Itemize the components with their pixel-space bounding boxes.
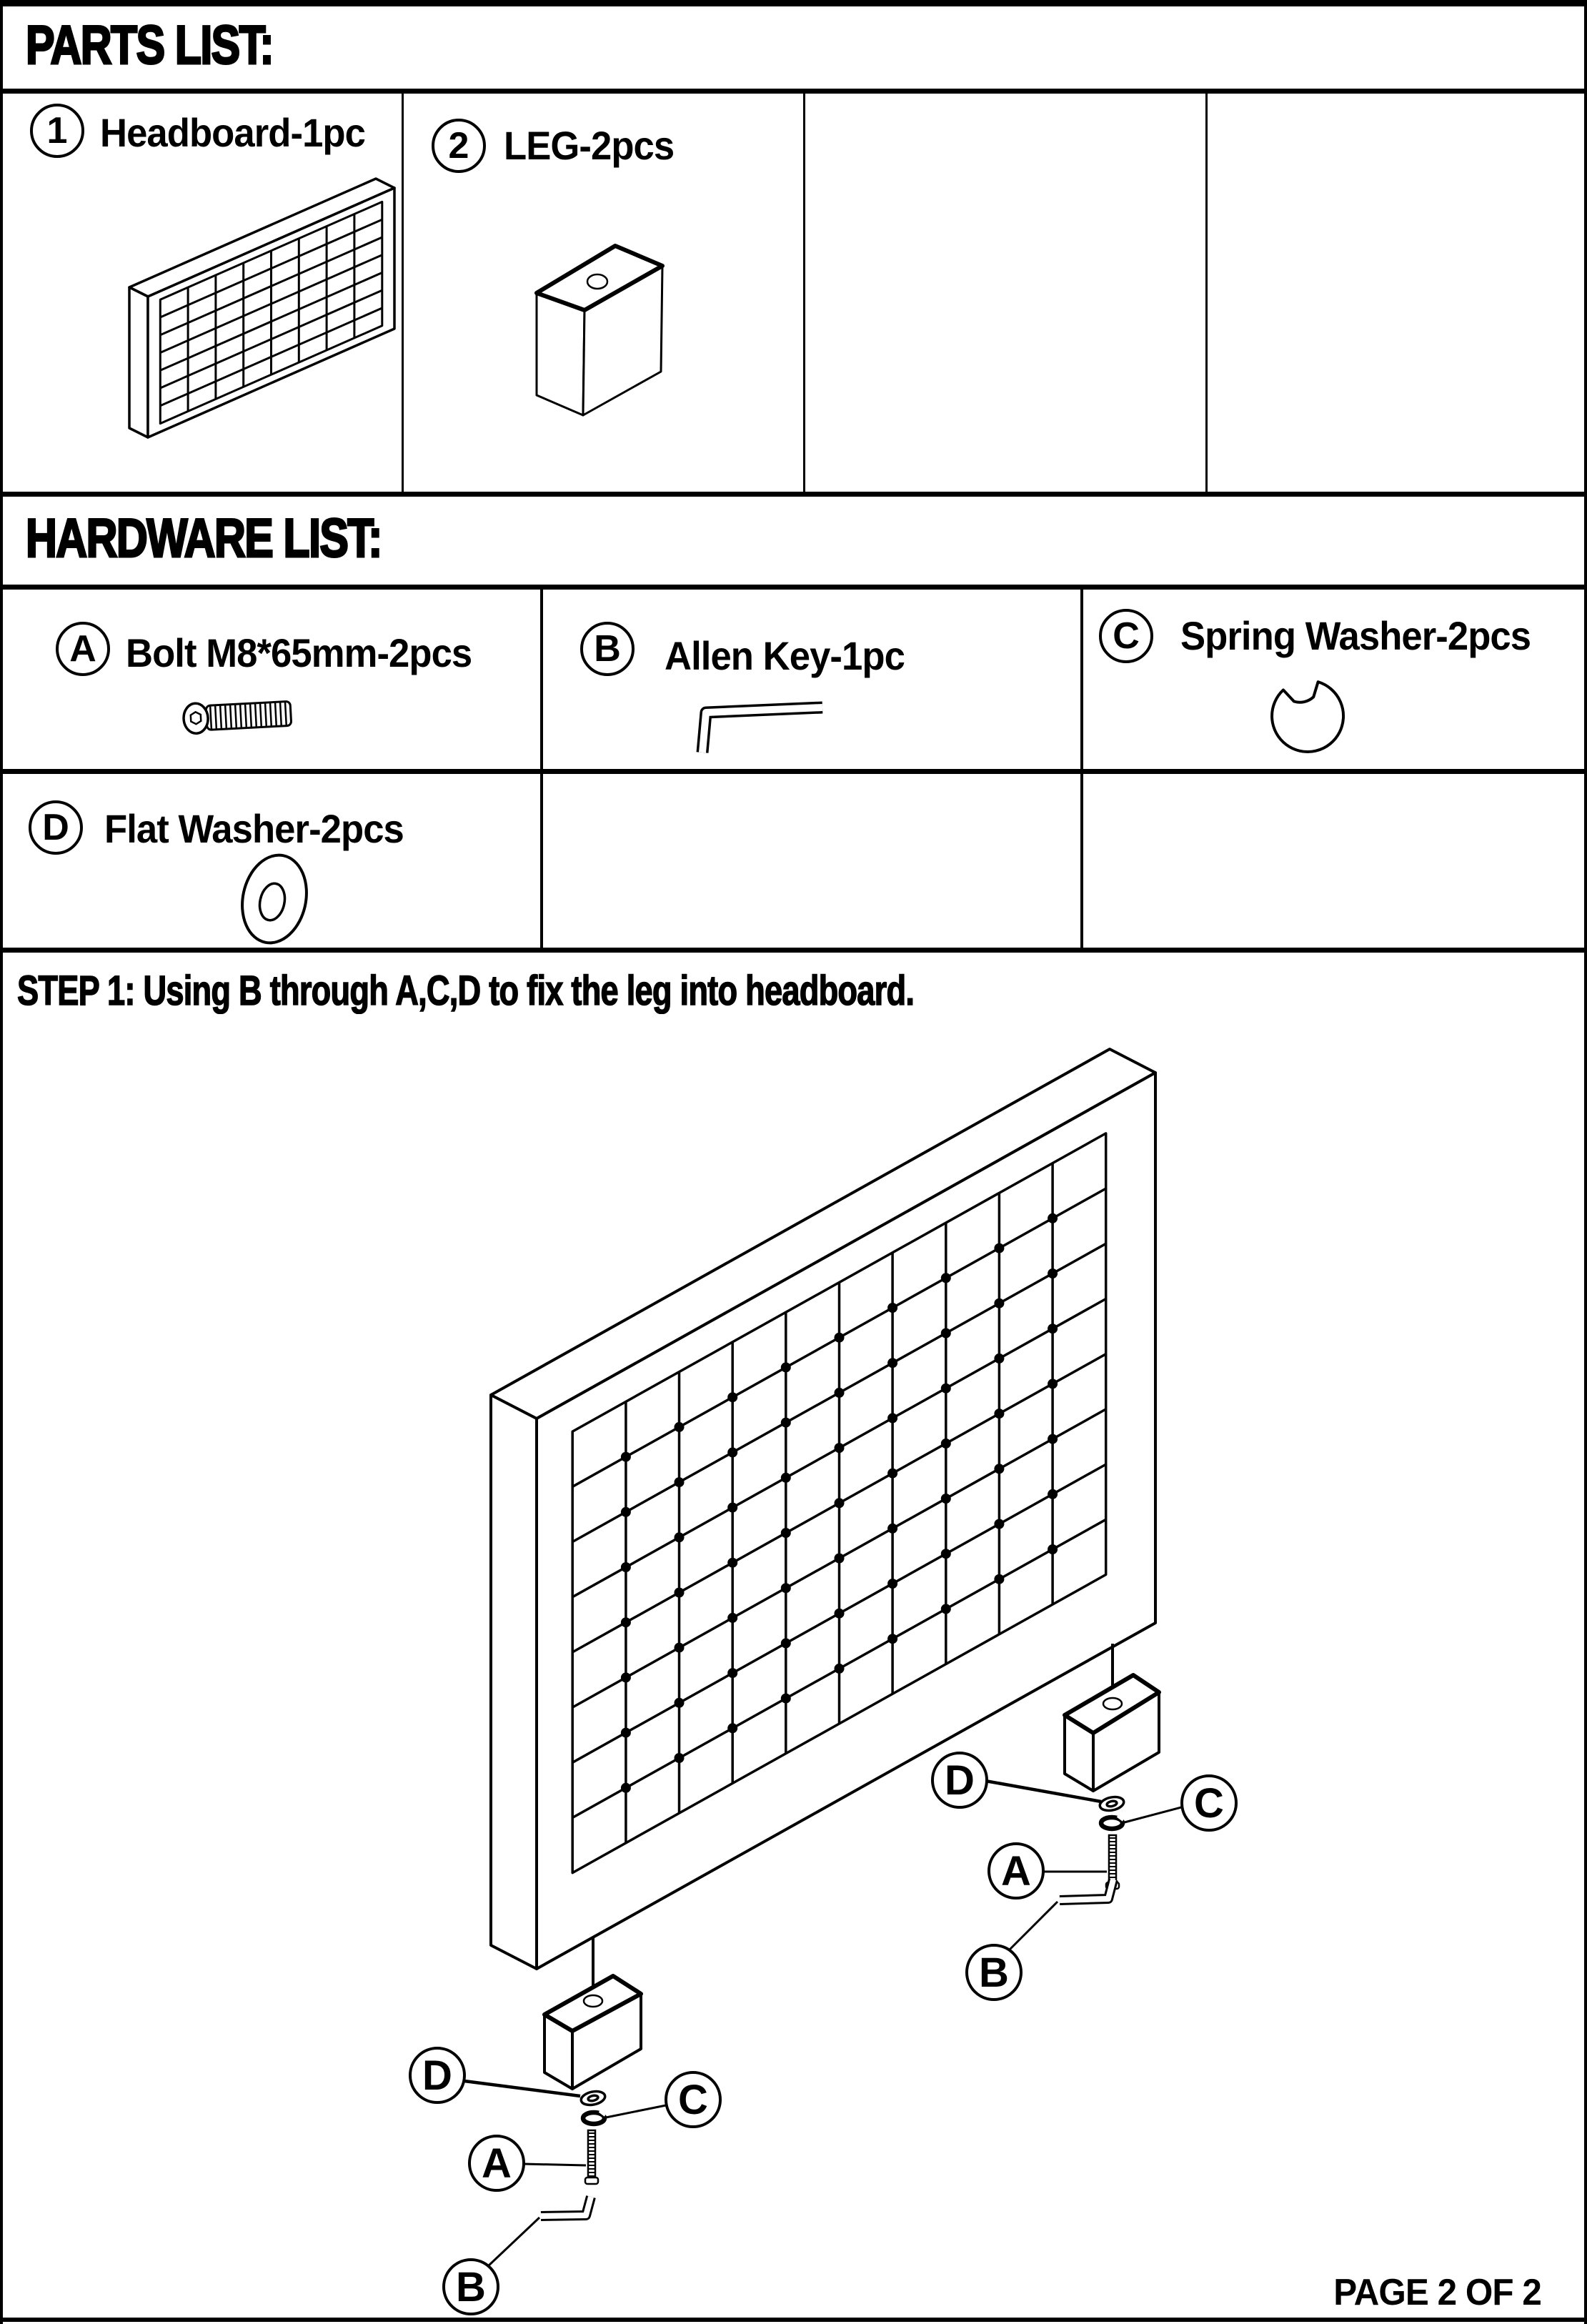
svg-text:B: B <box>456 2264 486 2310</box>
callout-b <box>967 1945 1021 2000</box>
hardware-letter: C <box>1113 615 1140 657</box>
leg-drawing <box>1065 1675 1159 1791</box>
parts-list-title: PARTS LIST: <box>26 15 274 76</box>
bolt-drawing <box>585 2130 598 2184</box>
parts-header-divider <box>0 89 1587 94</box>
svg-text:A: A <box>1001 1848 1031 1895</box>
headboard-part-illustration <box>89 168 418 468</box>
parts-col-divider <box>1205 94 1208 492</box>
right-leg-assembly <box>932 1675 1236 2000</box>
leg-part-illustration <box>500 236 686 429</box>
hardware-letter-badge <box>29 800 83 855</box>
spring-washer-drawing <box>583 2111 605 2124</box>
svg-text:C: C <box>1194 1780 1224 1827</box>
step1-title: STEP 1: Using B through A,C,D to fix the leg into headboard. <box>17 968 915 1014</box>
bolt-hex-socket <box>191 712 202 725</box>
flat-washer-drawing <box>580 2090 607 2107</box>
hardware-col-divider <box>540 590 543 948</box>
hardware-col-divider <box>1080 590 1083 948</box>
hardware-list-title: HARDWARE LIST: <box>26 508 382 569</box>
leg-bolt-hole <box>584 1995 602 2007</box>
headboard-drawing <box>491 1049 1155 1969</box>
hardware-label: Bolt M8*65mm-2pcs <box>126 630 472 675</box>
page-border-top <box>0 0 1587 6</box>
allen-key-illustration <box>682 690 836 765</box>
allen-key-drawing <box>541 2197 591 2216</box>
bolt-thread-hatch <box>588 2133 595 2176</box>
hardware-row-divider <box>0 769 1587 774</box>
callout-c <box>666 2072 720 2127</box>
callout-d <box>932 1753 987 1807</box>
hardware-letter-badge <box>1099 609 1153 663</box>
leader-line-a <box>524 2164 586 2165</box>
flat-washer-drawing <box>1099 1795 1125 1813</box>
part-number: 1 <box>46 110 68 152</box>
headboard-left-face <box>491 1395 537 1969</box>
callout-a <box>469 2136 524 2190</box>
mini-leg-bolt-hole <box>587 274 607 289</box>
leader-line-c <box>606 2105 666 2117</box>
part-number-badge <box>30 104 84 158</box>
hardware-letter-badge <box>56 622 110 676</box>
leg-bolt-hole <box>1103 1698 1122 1709</box>
left-leg-assembly <box>410 1976 720 2314</box>
leg-drawing <box>544 1976 641 2089</box>
allen-key-drawing <box>1060 1879 1113 1900</box>
leader-line-b <box>488 2218 539 2266</box>
mini-headboard-left-face <box>129 287 148 437</box>
bolt-thread-hatch <box>1109 1838 1116 1881</box>
hardware-letter: A <box>69 628 96 670</box>
spring-washer-drawing <box>1101 1816 1123 1829</box>
parts-col-divider <box>803 94 805 492</box>
parts-table-bottom <box>0 492 1587 497</box>
flat-washer-illustration <box>223 845 330 959</box>
svg-text:A: A <box>482 2140 512 2187</box>
hardware-label: Spring Washer-2pcs <box>1180 613 1531 658</box>
leader-line-b <box>1009 1902 1058 1950</box>
callout-d <box>410 2048 464 2102</box>
leader-line-c <box>1122 1807 1184 1823</box>
hardware-letter: B <box>594 628 621 670</box>
hardware-table-top <box>0 585 1587 590</box>
part-number: 2 <box>448 125 469 167</box>
svg-text:C: C <box>678 2077 708 2123</box>
svg-text:D: D <box>945 1757 975 1804</box>
svg-text:B: B <box>979 1950 1009 1996</box>
mini-leg-front-face <box>537 293 584 415</box>
spring-washer-illustration <box>1259 673 1363 763</box>
callout-a <box>989 1844 1043 1898</box>
hardware-letter-badge <box>580 622 635 676</box>
part-label: Headboard-1pc <box>100 110 365 155</box>
callout-b <box>444 2260 498 2314</box>
page-number: PAGE 2 OF 2 <box>1333 2272 1541 2313</box>
part-label: LEG-2pcs <box>504 123 675 168</box>
bolt-head <box>585 2177 598 2184</box>
callout-c <box>1182 1776 1236 1830</box>
hardware-label: Flat Washer-2pcs <box>104 806 404 851</box>
part-number-badge <box>432 119 486 173</box>
bolt-illustration <box>175 693 300 743</box>
hardware-letter: D <box>42 807 69 848</box>
step1-diagram <box>0 1000 1587 2324</box>
svg-text:D: D <box>422 2052 452 2099</box>
hardware-label: Allen Key-1pc <box>665 633 905 678</box>
